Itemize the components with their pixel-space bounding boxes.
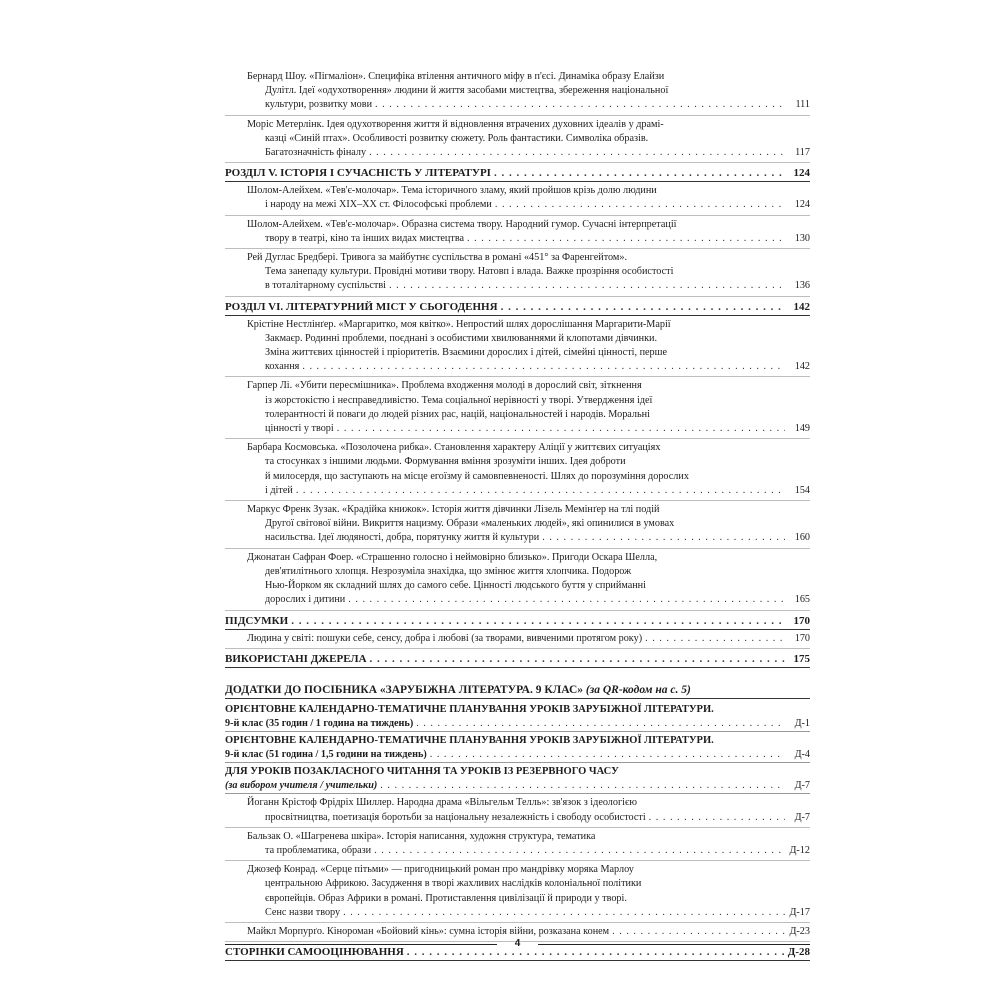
toc-entry bbox=[225, 70, 810, 116]
toc-line bbox=[247, 906, 810, 920]
toc-line-text: казці «Синій птах». Особливості розвитку сюжету. Роль фантастики. Символіка образів. bbox=[265, 132, 649, 144]
toc-line-text: цінності у творі bbox=[265, 423, 334, 435]
toc-line bbox=[247, 408, 810, 422]
toc-line-text: насильства. Ідеї людяності, добра, порятунку життя й культури bbox=[265, 532, 540, 544]
toc-line bbox=[247, 531, 810, 545]
toc-line-text: РОЗДІЛ V. ІСТОРІЯ І СУЧАСНІСТЬ У ЛІТЕРАТУРІ bbox=[225, 167, 491, 180]
toc-line-text: Бернард Шоу. «Пігмаліон». Специфіка втілення античного міфу в п'єсі. Динаміка образу Елайзи bbox=[247, 71, 665, 82]
toc-line-text: РОЗДІЛ VI. ЛІТЕРАТУРНИЙ МІСТ У СЬОГОДЕННЯ bbox=[225, 300, 498, 313]
toc-line-text: Тема занепаду культури. Провідні мотиви твору. Натовп і влада. Важке прозріння особистості bbox=[265, 266, 674, 278]
appendix-item-title: ДЛЯ УРОКІВ ПОЗАКЛАСНОГО ЧИТАННЯ ТА УРОКІВ ІЗ РЕЗЕРВНОГО ЧАСУ bbox=[225, 766, 619, 778]
toc-line-text: Закмаєр. Родинні проблеми, поєднані з особистими хвилюваннями й клопотами дівчинки. bbox=[265, 332, 658, 344]
dot-leader bbox=[348, 593, 785, 607]
appendix-item-line bbox=[225, 748, 810, 762]
toc-line-text: Бальзак О. «Шагренева шкіра». Історія написання, художня структура, тематика bbox=[247, 830, 596, 842]
toc-line bbox=[247, 332, 810, 346]
toc-page-number: 142 bbox=[793, 300, 810, 313]
toc-line-text: Сенс назви твору bbox=[265, 906, 341, 918]
toc-entry bbox=[225, 184, 810, 215]
toc-line bbox=[247, 517, 810, 531]
footer-rule-right bbox=[538, 944, 810, 945]
toc-page-number: 165 bbox=[794, 594, 810, 606]
dot-leader bbox=[374, 844, 785, 858]
toc-entry bbox=[225, 796, 810, 827]
toc-page-number: 130 bbox=[794, 232, 810, 244]
toc-line-text: Дулітл. Ідеї «одухотворення» людини й життя засобами мистецтва, збереження національної bbox=[265, 85, 669, 97]
dot-leader bbox=[302, 360, 785, 374]
dot-leader bbox=[380, 779, 785, 793]
toc-line bbox=[247, 844, 810, 858]
section-heading bbox=[225, 651, 810, 668]
toc-line-text: толерантності й поваги до людей різних рас, націй, національностей і народів. Моральні bbox=[265, 408, 650, 420]
dot-leader bbox=[430, 748, 785, 762]
toc-line bbox=[247, 198, 810, 212]
toc-line-text: Гарпер Лі. «Убити пересмішника». Проблема входження молоді в дорослий світ, зіткнення bbox=[247, 380, 642, 392]
toc-line bbox=[247, 455, 810, 469]
contents-list-main bbox=[225, 70, 810, 668]
toc-line bbox=[247, 218, 810, 232]
toc-line-text: твору в театрі, кіно та інших видах мистецтва bbox=[265, 232, 465, 244]
appendix-item-line bbox=[225, 717, 810, 731]
toc-line bbox=[247, 279, 810, 293]
toc-page-number: 170 bbox=[794, 632, 810, 644]
toc-page-number: 149 bbox=[794, 423, 810, 435]
toc-line bbox=[225, 299, 810, 315]
toc-line-text: СТОРІНКИ САМООЦІНЮВАННЯ bbox=[225, 946, 404, 959]
toc-line-text: і дітей bbox=[265, 484, 293, 496]
toc-line bbox=[225, 651, 810, 667]
toc-line-text: Джонатан Сафран Фоер. «Страшенно голосно і неймовірно близько». Пригоди Оскара Шелла, bbox=[247, 551, 658, 563]
dot-leader bbox=[337, 422, 785, 436]
spacer bbox=[225, 670, 810, 682]
toc-line bbox=[247, 98, 810, 112]
section-heading bbox=[225, 165, 810, 182]
toc-page-number: 136 bbox=[794, 280, 810, 292]
toc-line bbox=[247, 132, 810, 146]
dot-leader bbox=[501, 299, 785, 315]
toc-line bbox=[247, 565, 810, 579]
toc-line bbox=[247, 892, 810, 906]
dot-leader bbox=[542, 531, 785, 545]
toc-line-text: і народу на межі XIX–XX ст. Філософські проблеми bbox=[265, 199, 492, 211]
dot-leader bbox=[369, 146, 785, 160]
toc-line bbox=[247, 232, 810, 246]
toc-line-text: європейців. Образ Африки в романі. Протиставлення цивілізації й природи у творі. bbox=[265, 892, 627, 904]
toc-entry bbox=[225, 251, 810, 297]
toc-line bbox=[247, 360, 810, 374]
toc-line-text: Барбара Космовська. «Позолочена рибка». Становлення характеру Аліції у життєвих ситуаціях bbox=[247, 442, 661, 454]
toc-line bbox=[247, 70, 810, 84]
toc-line-text: Майкл Морпурґо. Кінороман «Бойовий кінь»: сумна історія війни, розказана конем bbox=[247, 925, 610, 937]
dot-leader bbox=[370, 651, 785, 667]
toc-page-number: 154 bbox=[794, 484, 810, 496]
toc-line bbox=[247, 265, 810, 279]
contents-list-appendix bbox=[225, 796, 810, 961]
toc-line-text: дорослих і дитини bbox=[265, 594, 346, 606]
toc-line-text: та проблематика, образи bbox=[265, 844, 372, 856]
toc-line bbox=[247, 830, 810, 844]
toc-entry bbox=[225, 318, 810, 378]
toc-line bbox=[225, 165, 810, 181]
toc-page-number: 142 bbox=[794, 361, 810, 373]
toc-line bbox=[247, 863, 810, 877]
toc-line-text: культури, розвитку мови bbox=[265, 99, 373, 111]
toc-page-number: 124 bbox=[794, 199, 810, 211]
toc-entry bbox=[225, 551, 810, 611]
toc-line-text: Людина у світі: пошуки себе, сенсу, добра і любові (за творами, вивченими протягом року) bbox=[247, 632, 643, 644]
toc-entry bbox=[225, 830, 810, 861]
toc-entry bbox=[225, 379, 810, 439]
toc-line-text: та стосунках з іншими людьми. Формування вміння зрозуміти інших. Ідея доброти bbox=[265, 456, 626, 468]
dot-leader bbox=[389, 279, 785, 293]
toc-line-text: й милосердя, що заступають на місце егоїзму й самовпевненості. Шлях до порозуміння дорослих bbox=[265, 470, 689, 482]
appendix-item bbox=[225, 765, 810, 794]
dot-leader bbox=[467, 232, 785, 246]
toc-page-number: 117 bbox=[795, 147, 810, 159]
appendix-note: (за QR-кодом на с. 5) bbox=[585, 683, 691, 696]
appendix-title: ДОДАТКИ ДО ПОСІБНИКА «ЗАРУБІЖНА ЛІТЕРАТУРА. 9 КЛАС» bbox=[225, 683, 584, 696]
appendix-item-line bbox=[225, 779, 810, 793]
toc-line-text: Моріс Метерлінк. Ідея одухотворення життя й відновлення втрачених духовних ідеалів у драмі- bbox=[247, 118, 664, 130]
toc-line-text: кохання bbox=[265, 361, 300, 373]
dot-leader bbox=[375, 98, 785, 112]
toc-page-number: Д-1 bbox=[794, 717, 810, 729]
toc-page-number: 170 bbox=[793, 614, 810, 627]
toc-line bbox=[247, 394, 810, 408]
dot-leader bbox=[645, 632, 785, 646]
dot-leader bbox=[612, 925, 785, 939]
toc-line-text: ПІДСУМКИ bbox=[225, 614, 289, 627]
toc-line bbox=[247, 346, 810, 360]
appendix-item bbox=[225, 734, 810, 763]
toc-line-text: Йоганн Крістоф Фрідріх Шиллер. Народна драма «Вільгельм Телль»: зв'язок з ідеологією bbox=[247, 797, 637, 809]
toc-page-number: Д-7 bbox=[794, 780, 810, 792]
toc-line-text: Рей Дуглас Бредбері. Тривога за майбутнє суспільства в романі «451° за Фаренгейтом». bbox=[247, 252, 628, 264]
toc-line bbox=[247, 632, 810, 646]
toc-line-text: Багатозначність фіналу bbox=[265, 147, 367, 159]
toc-line-text: із жорстокістю і несправедливістю. Тема соціальної нерівності у творі. Утвердження ідеї bbox=[265, 394, 653, 406]
toc-line bbox=[247, 503, 810, 517]
appendix-header bbox=[225, 682, 810, 699]
toc-line bbox=[247, 184, 810, 198]
toc-line bbox=[247, 251, 810, 265]
toc-line bbox=[247, 118, 810, 132]
dot-leader bbox=[494, 165, 785, 181]
appendix-list bbox=[225, 703, 810, 795]
toc-line bbox=[247, 379, 810, 393]
toc-line-text: Крістіне Нестлінґер. «Маргаритко, моя квітко». Непростий шлях дорослішання Маргарити-Марії bbox=[247, 318, 671, 330]
section-heading bbox=[225, 299, 810, 316]
toc-line bbox=[247, 811, 810, 825]
toc-line bbox=[247, 470, 810, 484]
toc-page-number: 124 bbox=[793, 167, 810, 180]
toc-line-text: Шолом-Алейхем. «Тев'є-молочар». Тема історичного зламу, який пройшов крізь долю людини bbox=[247, 185, 657, 197]
toc-line bbox=[247, 441, 810, 455]
toc-line bbox=[247, 551, 810, 565]
toc-page-number: Д-23 bbox=[789, 925, 810, 937]
dot-leader bbox=[495, 198, 785, 212]
toc-line-text: Джозеф Конрад. «Серце пітьми» — пригодницький роман про мандрівку моряка Марлоу bbox=[247, 864, 634, 876]
toc-entry bbox=[225, 863, 810, 923]
toc-entry bbox=[225, 503, 810, 549]
toc-line-text: Зміна життєвих цінностей і пріоритетів. Взаємини дорослих і дітей, сімейні цінності, перше bbox=[265, 347, 668, 359]
toc-page-number: 160 bbox=[794, 532, 810, 544]
appendix-item-subtitle: 9-й клас (51 година / 1,5 години на тиждень) bbox=[225, 748, 427, 760]
toc-page-number: Д-4 bbox=[794, 748, 810, 760]
toc-line-text: ВИКОРИСТАНІ ДЖЕРЕЛА bbox=[225, 652, 367, 665]
toc-line-text: Нью-Йорком як складний шлях до самого себе. Цінності людського буття у сприйманні bbox=[265, 580, 646, 592]
toc-line bbox=[225, 613, 810, 629]
toc-line-text: Другої світової війни. Викриття нацизму. Образи «маленьких людей», які опинилися в умовах bbox=[265, 518, 675, 530]
toc-line bbox=[247, 593, 810, 607]
toc-page-number: 175 bbox=[793, 652, 810, 665]
toc-line-text: просвітництва, поетизація боротьби за національну незалежність і свободу особистості bbox=[265, 811, 646, 823]
dot-leader bbox=[343, 906, 785, 920]
appendix-item-subtitle: (за вибором учителя / учительки) bbox=[225, 780, 378, 792]
toc-line-text: Маркус Френк Зузак. «Крадійка книжок». Історія життя дівчинки Лізель Мемінґер на тлі подій bbox=[247, 504, 660, 516]
toc-entry bbox=[225, 118, 810, 164]
toc-entry bbox=[225, 218, 810, 249]
appendix-item-title: ОРІЄНТОВНЕ КАЛЕНДАРНО-ТЕМАТИЧНЕ ПЛАНУВАННЯ УРОКІВ ЗАРУБІЖНОЇ ЛІТЕРАТУРИ. bbox=[225, 734, 714, 746]
toc-line bbox=[247, 877, 810, 891]
toc-line-text: Шолом-Алейхем. «Тев'є-молочар». Образна система твору. Народний гумор. Сучасні інтерпретації bbox=[247, 218, 677, 230]
toc-line bbox=[247, 796, 810, 810]
toc-line bbox=[247, 318, 810, 332]
toc-line-text: центральною Африкою. Засудження в творі жахливих наслідків колоніальної політики bbox=[265, 878, 642, 890]
toc-line-text: в тоталітарному суспільстві bbox=[265, 280, 386, 292]
appendix-item bbox=[225, 703, 810, 732]
dot-leader bbox=[291, 613, 785, 629]
page-footer bbox=[225, 938, 810, 952]
footer-rule-left bbox=[225, 944, 497, 945]
section-heading bbox=[225, 613, 810, 630]
toc-line bbox=[247, 146, 810, 160]
toc-line bbox=[247, 925, 810, 939]
toc-entry bbox=[225, 441, 810, 501]
appendix-item-subtitle: 9-й клас (35 годин / 1 година на тиждень) bbox=[225, 717, 414, 729]
toc-line bbox=[247, 422, 810, 436]
dot-leader bbox=[296, 484, 785, 498]
dot-leader bbox=[416, 717, 785, 731]
toc-page-number: 111 bbox=[795, 99, 810, 111]
table-of-contents bbox=[225, 70, 810, 963]
dot-leader bbox=[649, 811, 785, 825]
page-number: 4 bbox=[514, 938, 521, 949]
toc-page-number: Д-12 bbox=[789, 844, 810, 856]
toc-page-number: Д-7 bbox=[794, 811, 810, 823]
toc-line bbox=[247, 484, 810, 498]
toc-line bbox=[247, 84, 810, 98]
toc-page-number: Д-28 bbox=[787, 946, 810, 959]
toc-entry bbox=[225, 632, 810, 649]
toc-line bbox=[247, 579, 810, 593]
toc-line-text: дев'ятилітнього хлопця. Незрозуміла знахідка, що змінює життя хлопчика. Подорож bbox=[265, 565, 632, 577]
toc-page-number: Д-17 bbox=[789, 906, 810, 918]
appendix-item-title: ОРІЄНТОВНЕ КАЛЕНДАРНО-ТЕМАТИЧНЕ ПЛАНУВАННЯ УРОКІВ ЗАРУБІЖНОЇ ЛІТЕРАТУРИ. bbox=[225, 703, 714, 715]
